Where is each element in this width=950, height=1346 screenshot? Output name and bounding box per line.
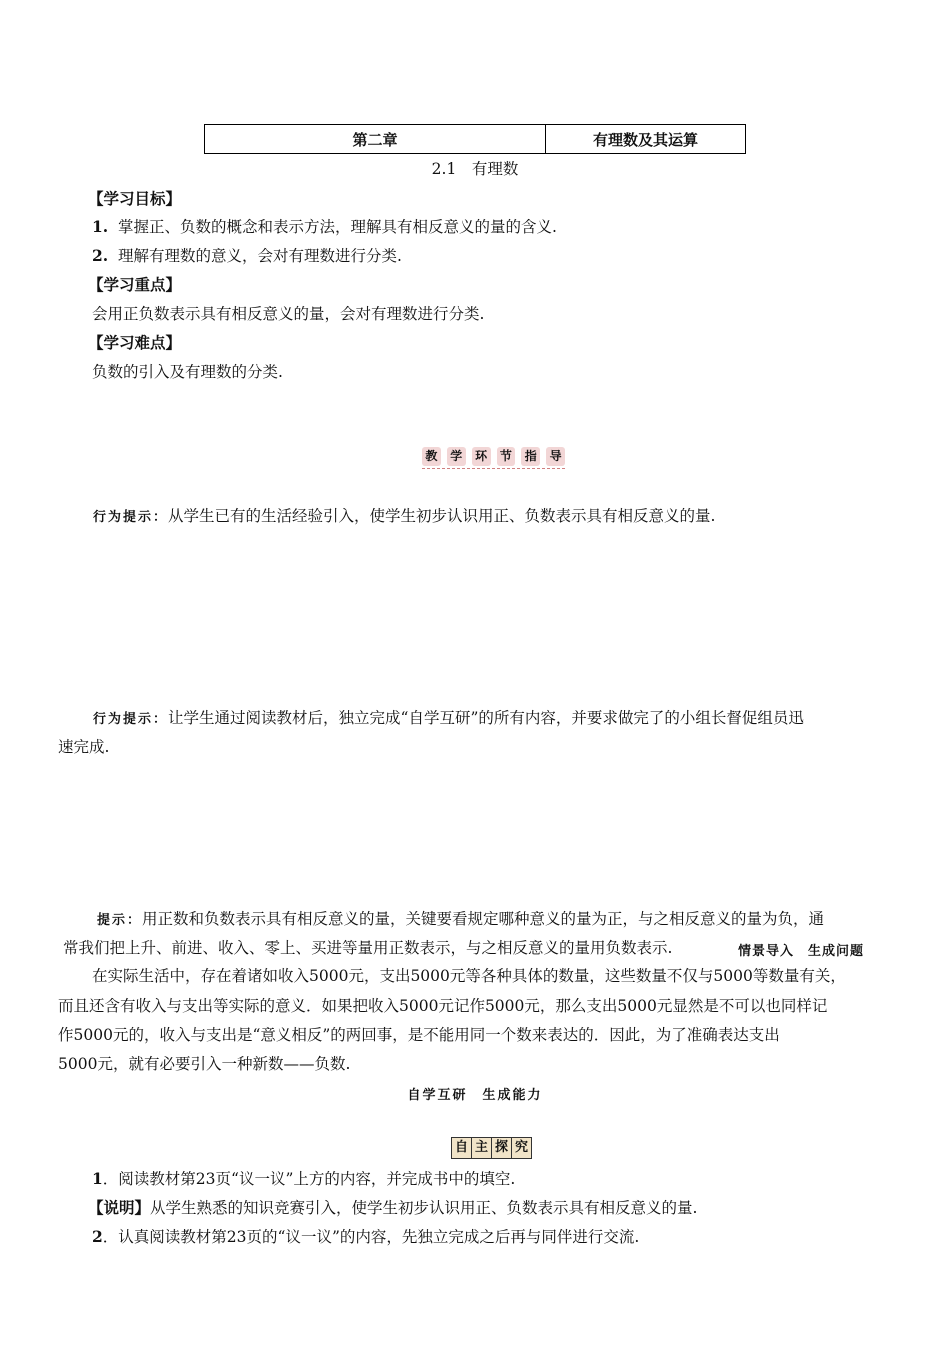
behavior-hint-2-line-2: 速完成. [58,738,110,756]
difficulties-text: 负数的引入及有理数的分类. [92,363,283,381]
scene-paragraph-line-4: 5000元，就有必要引入一种新数——负数. [58,1055,351,1073]
hint-3-line-2 [63,938,672,958]
badge-char-1: 自 [452,1138,472,1158]
explore-note-text: 从学生熟悉的知识竞赛引入，使学生初步认识用正、负数表示具有相反意义的量. [150,1199,698,1217]
hint-2-line-1-text: 让学生通过阅读教材后，独立完成“自学互研”的所有内容，并要求做完了的小组长督促组员迅 [168,709,804,727]
banner-char-3: 环 [472,447,491,466]
difficulties-heading: 【学习难点】 [88,333,182,352]
badge-char-3: 探 [492,1138,512,1158]
teaching-guide-banner [422,444,565,469]
explore-item-1-number: 1 [92,1169,103,1188]
goal-item-1-text: 掌握正、负数的概念和表示方法，理解具有相反意义的量的含义. [118,218,557,236]
chapter-title: 有理数及其运算 [592,130,698,149]
hint-3-line-1-text: 用正数和负数表示具有相反意义的量，关键要看规定哪种意义的量为正，与之相反意义的量为负，通 [142,910,825,928]
banner-char-2: 学 [447,447,466,466]
banner-char-4: 节 [497,447,516,466]
behavior-hint-1 [93,506,715,528]
hint-3-line-2-text: 常我们把上升、前进、收入、零上、买进等量用正数表示，与之相反意义的量用负数表示. [63,939,673,957]
scene-paragraph-line-1: 在实际生活中，存在着诸如收入5000元，支出5000元等各种具体的数量，这些数量不仅与5000等数量有关， [92,967,846,985]
self-explore-badge [451,1137,532,1159]
goal-item-2-number: 2. [92,246,109,265]
hint-1-label: 行为提示： [93,510,169,525]
behavior-hint-2-line-1 [93,708,804,730]
banner-char-5: 指 [521,447,540,466]
chapter-header-table [204,124,746,154]
explore-item-2-text: ．认真阅读教材第23页的“议一议”的内容，先独立完成之后再与同伴进行交流. [102,1228,640,1246]
chapter-number: 第二章 [205,125,546,153]
hint-3-line-1 [97,909,824,931]
goal-item-1-number: 1. [92,217,109,236]
section-title: 2.1 有理数 [431,160,519,178]
explore-note-label: 【说明】 [88,1198,151,1217]
badge-char-2: 主 [472,1138,492,1158]
scene-paragraph-line-2: 而且还含有收入与支出等实际的意义．如果把收入5000元记作5000元，那么支出5000元显然是不可以也同样记 [58,997,828,1015]
explore-item-1-text: ．阅读教材第23页“议一议”上方的内容，并完成书中的填空. [102,1170,516,1188]
key-points-heading: 【学习重点】 [88,275,182,294]
self-study-label: 自学互研 生成能力 [407,1088,543,1103]
explore-item-2-number: 2 [92,1227,103,1246]
banner-char-1: 教 [422,447,441,466]
hint-3-label: 提示： [97,913,143,928]
hint-2-label: 行为提示： [93,712,169,727]
key-points-text: 会用正负数表示具有相反意义的量，会对有理数进行分类. [92,305,485,323]
explore-note [88,1198,697,1218]
badge-char-4: 究 [514,1140,528,1155]
goal-item-2 [92,246,402,266]
goal-item-1 [92,217,557,237]
banner-char-6: 导 [546,447,565,466]
explore-item-1 [92,1169,515,1189]
goals-heading: 【学习目标】 [88,189,182,208]
scene-intro-label: 情景导入 生成问题 [738,944,865,959]
scene-paragraph-line-3: 作5000元的，收入与支出是“意义相反”的两回事，是不能用同一个数来表达的．因此，为了准确表达支出 [58,1026,780,1044]
goal-item-2-text: 理解有理数的意义，会对有理数进行分类. [118,247,402,265]
hint-1-text: 从学生已有的生活经验引入，使学生初步认识用正、负数表示具有相反意义的量. [168,507,716,525]
explore-item-2 [92,1227,639,1247]
